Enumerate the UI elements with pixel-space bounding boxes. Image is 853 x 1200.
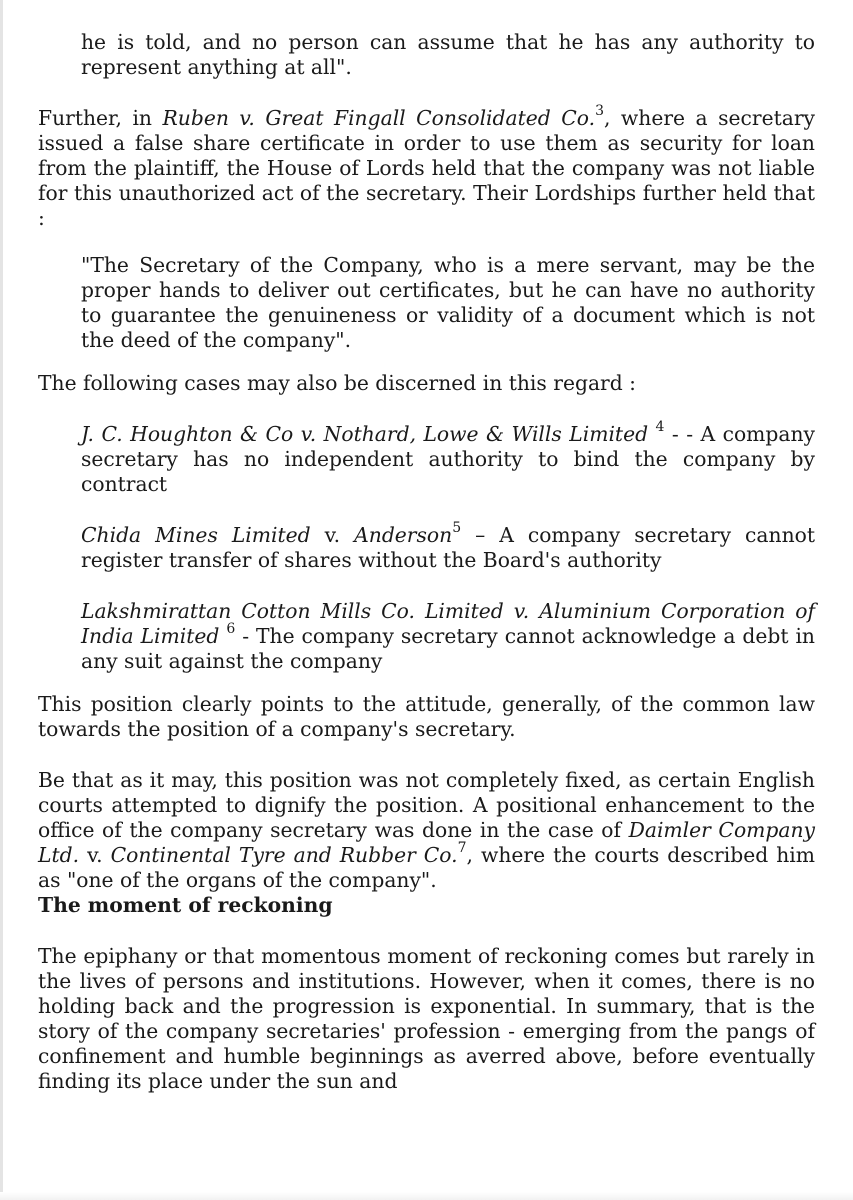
- case-name-chida: Chida Mines Limited: [81, 523, 311, 547]
- quote-continuation: he is told, and no person can assume that he has any authority to represent anything at all".: [81, 30, 815, 79]
- case-name-lakshmirattan: Lakshmirattan Cotton Mills Co. Limited v. Aluminium Corporation of India Limited: [81, 599, 815, 648]
- paragraph-text: Be that as it may, this position was not completely fixed, as certain English courts attempted to dignify the position. A positional enhancement to the office of the company secretary was done in the case of: [38, 768, 815, 842]
- case-summary: – A company secretary cannot register transfer of shares without the Board's authority: [81, 523, 815, 572]
- footnote-ref-6[interactable]: 6: [226, 621, 236, 638]
- versus-text: v.: [310, 523, 355, 547]
- paragraph-text: , where the courts described him as "one of the organs of the company".: [38, 843, 815, 892]
- section-heading: The moment of reckoning: [38, 893, 333, 917]
- paragraph-daimler: [38, 768, 815, 893]
- case-item-chida: [81, 520, 815, 573]
- case-name-continental: Continental Tyre and Rubber Co.: [110, 843, 458, 867]
- paragraph-common-law: This position clearly points to the attitude, generally, of the common law towards the position of a company's secretary.: [38, 692, 815, 741]
- case-item-lakshmirattan: [81, 599, 815, 674]
- paragraph-following-cases: The following cases may also be discerned in this regard :: [38, 371, 636, 395]
- case-name-daimler: Daimler Company Ltd.: [38, 818, 815, 867]
- case-name-houghton: J. C. Houghton & Co v. Nothard, Lowe & Wills Limited: [81, 422, 649, 446]
- footnote-ref-7[interactable]: 7: [457, 840, 467, 857]
- case-name-anderson: Anderson: [354, 523, 453, 547]
- case-item-houghton: [81, 419, 815, 497]
- block-quote-secretary: "The Secretary of the Company, who is a mere servant, may be the proper hands to deliver out certificates, but he can have no authority to guarantee the genuineness or validity of a document which is not the deed of the company".: [81, 253, 815, 352]
- page-bottom-fade: [0, 1192, 853, 1200]
- paragraph-text: Further, in: [38, 106, 163, 130]
- paragraph-ruben-case: [38, 103, 815, 231]
- case-summary: - - A company secretary has no independent authority to bind the company by contract: [81, 422, 815, 496]
- footnote-ref-3[interactable]: 3: [595, 103, 604, 120]
- case-summary: - The company secretary cannot acknowledge a debt in any suit against the company: [81, 624, 815, 673]
- paragraph-epiphany: The epiphany or that momentous moment of reckoning comes but rarely in the lives of persons and institutions. However, when it comes, there is no holding back and the progression is exponential. In summary, that is the story of the company secretaries' profession - emerging from the pangs of confinement and humble beginnings as averred above, before eventually finding its place under the sun and: [38, 944, 815, 1093]
- versus-text: v.: [79, 843, 111, 867]
- footnote-ref-5[interactable]: 5: [452, 520, 462, 537]
- footnote-ref-4[interactable]: 4: [655, 419, 665, 436]
- case-name-ruben: Ruben v. Great Fingall Consolidated Co.: [162, 106, 596, 130]
- paragraph-text: , where a secretary issued a false share certificate in order to use them as security for loan from the plaintiff, the House of Lords held that the company was not liable for this unauthorized act of the secretary. Their Lordships further held that :: [38, 106, 815, 230]
